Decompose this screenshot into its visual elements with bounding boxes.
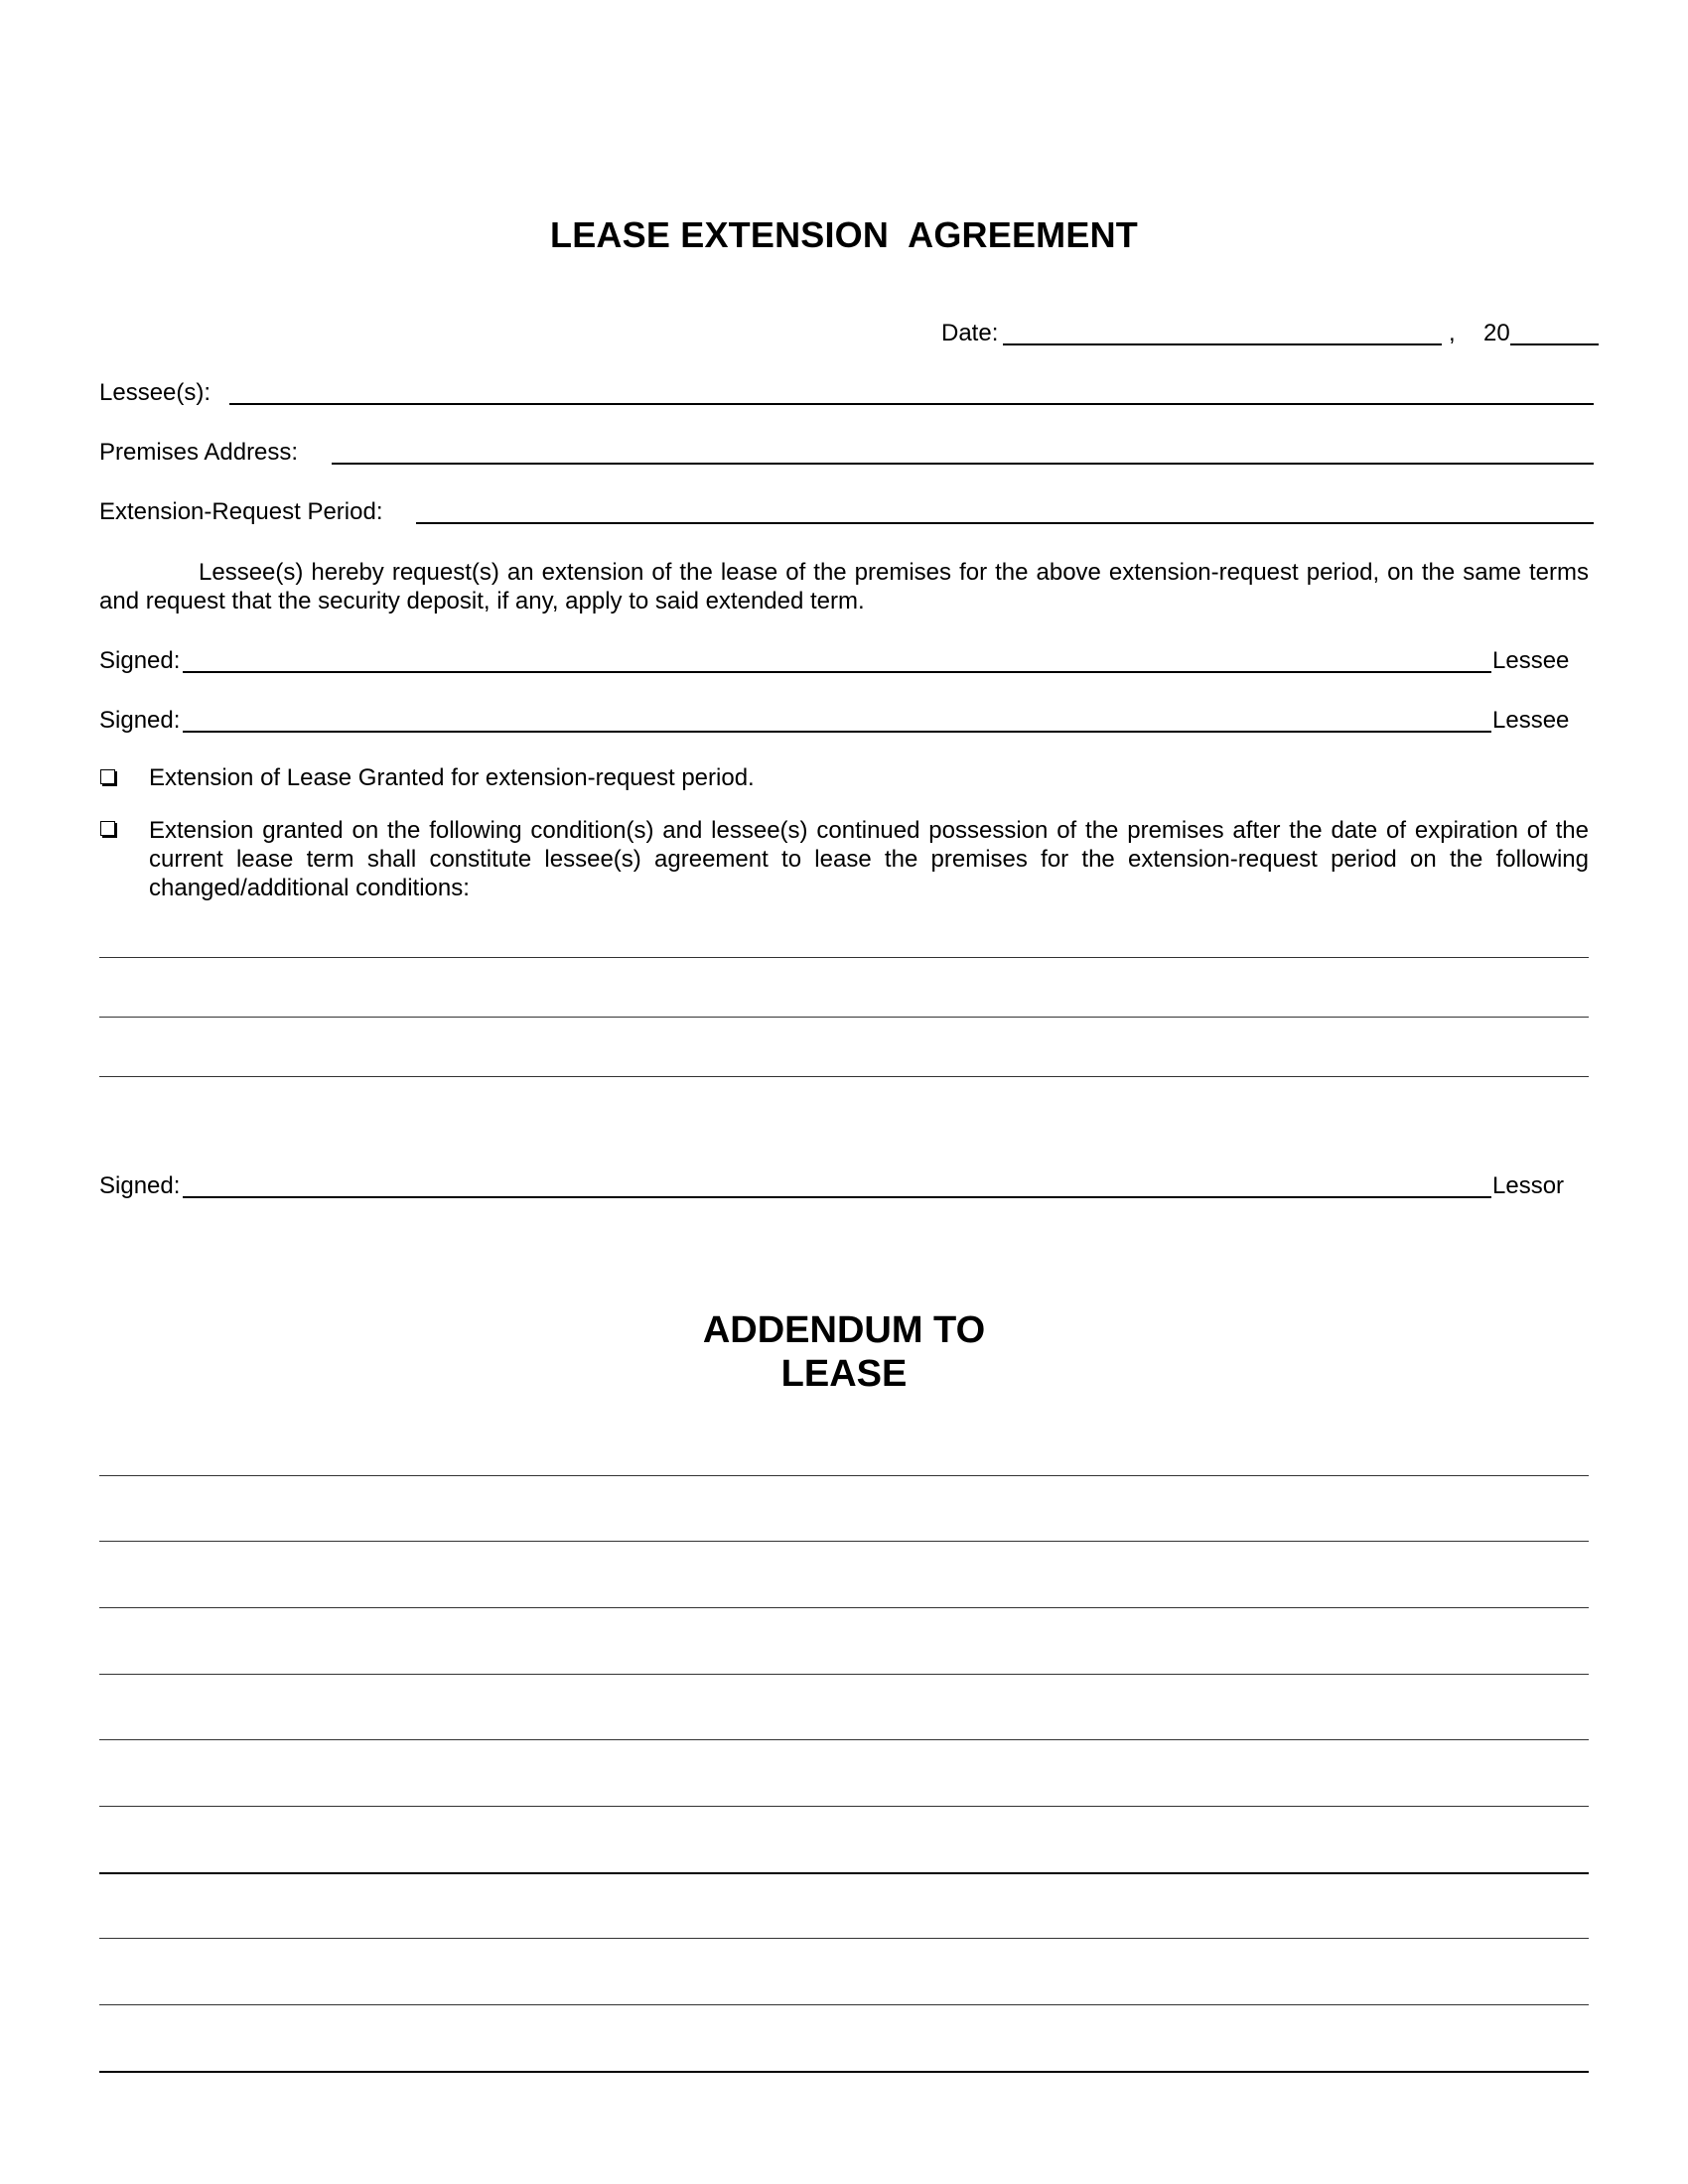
addendum-heading-line-1: ADDENDUM TO — [702, 1309, 986, 1351]
addendum-line[interactable] — [99, 1607, 1589, 1608]
addendum-line[interactable] — [99, 1806, 1589, 1807]
date-label: Date: — [941, 320, 999, 346]
conditional-option-text: Extension granted on the following condition(s) and lessee(s) continued possession of the premises after the date of expiration of the current lease term shall constitute lessee(s) agreement to lease the premises for the extension-request period on the following changed/additional conditions: — [149, 817, 1589, 901]
lessor-signature-line[interactable] — [183, 1196, 1491, 1198]
lessee-role-label: Lessee — [1492, 707, 1570, 734]
year-field[interactable] — [1510, 343, 1599, 345]
granted-checkbox[interactable] — [100, 769, 115, 784]
condition-line-3[interactable] — [99, 1076, 1589, 1077]
addendum-heading — [0, 1308, 1688, 1396]
condition-line-1[interactable] — [99, 957, 1589, 958]
year-prefix: 20 — [1483, 320, 1510, 346]
date-comma: , — [1449, 320, 1456, 346]
addendum-heading-line-2: LEASE — [780, 1353, 908, 1395]
request-paragraph-text: Lessee(s) hereby request(s) an extension of the lease of the premises for the above extension-request period, on the same terms and request that the security deposit, if any, apply to said extended term. — [99, 559, 1589, 614]
lessor-role-label: Lessor — [1492, 1172, 1565, 1199]
signed-label: Signed: — [99, 1172, 181, 1199]
addendum-line[interactable] — [99, 2004, 1589, 2005]
page-title: LEASE EXTENSION AGREEMENT — [550, 214, 1138, 255]
lessee-role-label: Lessee — [1492, 647, 1570, 674]
lessee-signature-line-2[interactable] — [183, 731, 1491, 733]
addendum-line[interactable] — [99, 1541, 1589, 1542]
request-paragraph — [99, 558, 1589, 615]
premises-field[interactable] — [332, 463, 1594, 465]
lessees-label: Lessee(s): — [99, 379, 211, 406]
granted-option-text: Extension of Lease Granted for extension-request period. — [149, 764, 755, 791]
addendum-line[interactable] — [99, 1475, 1589, 1476]
signed-label: Signed: — [99, 707, 181, 734]
addendum-line[interactable] — [99, 1739, 1589, 1740]
addendum-line[interactable] — [99, 2071, 1589, 2073]
condition-line-2[interactable] — [99, 1017, 1589, 1018]
addendum-line[interactable] — [99, 1938, 1589, 1939]
period-field[interactable] — [416, 522, 1594, 524]
lessees-field[interactable] — [229, 403, 1594, 405]
date-field[interactable] — [1003, 343, 1442, 345]
addendum-line[interactable] — [99, 1674, 1589, 1675]
premises-label: Premises Address: — [99, 439, 299, 466]
signed-label: Signed: — [99, 647, 181, 674]
lessee-signature-line-1[interactable] — [183, 671, 1491, 673]
addendum-line[interactable] — [99, 1872, 1589, 1874]
conditional-checkbox[interactable] — [100, 821, 115, 836]
period-label: Extension-Request Period: — [99, 498, 383, 525]
